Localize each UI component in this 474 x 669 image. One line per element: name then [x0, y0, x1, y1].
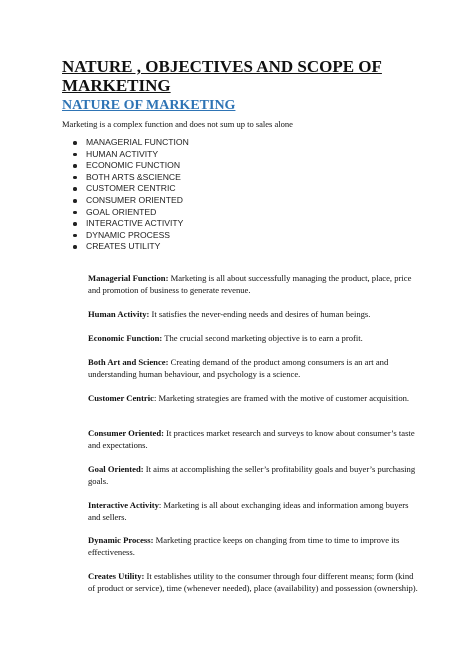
definition-text: It establishes utility to the consumer through four different means; form (kind of product or service), time (whenever needed), place (availability) and possession (ownership).	[88, 571, 418, 593]
list-item-label: DYNAMIC PROCESS	[86, 229, 171, 240]
bullet-list	[62, 137, 189, 253]
definition-paragraph	[88, 463, 418, 487]
bullet-icon	[73, 153, 77, 157]
definition-text: : Marketing strategies are framed with the motive of customer acquisition.	[153, 393, 410, 403]
definition-term: Economic Function:	[88, 333, 163, 343]
list-item	[62, 241, 189, 253]
definition-text: Marketing practice keeps on changing from time to time to improve its effectiveness.	[88, 535, 400, 557]
bullet-icon	[73, 164, 77, 168]
list-item-label: HUMAN ACTIVITY	[86, 148, 159, 159]
section-heading: NATURE OF MARKETING	[62, 98, 236, 113]
definition-paragraph	[88, 308, 418, 320]
list-item	[62, 207, 189, 219]
page-title: NATURE , OBJECTIVES AND SCOPE OF MARKETING	[62, 57, 382, 95]
definition-paragraph	[88, 272, 418, 296]
definition-term: Goal Oriented:	[88, 464, 144, 474]
definition-term: Interactive Activity	[88, 500, 159, 510]
definition-text: Creating demand of the product among consumers is an art and understanding human behaviour, and psychology is a science.	[88, 357, 389, 379]
list-item-label: BOTH ARTS &SCIENCE	[86, 171, 181, 182]
list-item	[62, 183, 189, 195]
bullet-icon	[73, 245, 77, 249]
definition-term: Creates Utility:	[88, 571, 145, 581]
definition-term: Dynamic Process:	[88, 535, 154, 545]
definition-term: Managerial Function:	[88, 273, 169, 283]
list-item-label: MANAGERIAL FUNCTION	[86, 137, 189, 147]
definition-paragraph	[88, 499, 418, 523]
definition-term: Customer Centric	[88, 393, 154, 403]
list-item-label: INTERACTIVE ACTIVITY	[86, 218, 184, 229]
definition-term: Consumer Oriented:	[88, 428, 164, 438]
definition-paragraph	[88, 427, 418, 451]
list-item	[62, 195, 189, 207]
definition-paragraph	[88, 570, 418, 594]
definition-term: Human Activity:	[88, 309, 150, 319]
definition-text: The crucial second marketing objective is to earn a profit.	[162, 333, 363, 343]
definition-term: Both Art and Science:	[88, 357, 169, 367]
list-item	[62, 230, 189, 242]
definition-paragraph	[88, 392, 418, 404]
list-item	[62, 172, 189, 184]
bullet-icon	[73, 211, 77, 215]
bullet-icon	[73, 222, 77, 226]
bullet-icon	[73, 176, 77, 180]
list-item-label: CUSTOMER CENTRIC	[86, 183, 176, 194]
definition-paragraph	[88, 356, 418, 380]
definition-text: It aims at accomplishing the seller’s profitability goals and buyer’s purchasing goals.	[88, 464, 416, 486]
definition-text: : Marketing is all about exchanging ideas and information among buyers and sellers.	[88, 500, 409, 522]
list-item-label: CREATES UTILITY	[86, 241, 161, 252]
bullet-icon	[73, 141, 77, 145]
bullet-icon	[73, 199, 77, 203]
list-item	[62, 137, 189, 149]
intro-text: Marketing is a complex function and does not sum up to sales alone	[62, 119, 293, 129]
list-item-label: CONSUMER ORIENTED	[86, 194, 183, 205]
definition-paragraph	[88, 534, 418, 558]
list-item	[62, 160, 189, 172]
list-item	[62, 218, 189, 230]
list-item-label: ECONOMIC FUNCTION	[86, 160, 181, 171]
definition-paragraph	[88, 332, 418, 344]
list-item-label: GOAL ORIENTED	[86, 206, 157, 217]
bullet-icon	[73, 187, 77, 191]
definition-text: It practices market research and surveys to know about consumer’s taste and expectations.	[88, 428, 415, 450]
list-item	[62, 149, 189, 161]
definition-text: It satisfies the never-ending needs and desires of human beings.	[149, 309, 371, 319]
definition-text: Marketing is all about successfully managing the product, place, price and promotion of business to generate revenue.	[88, 273, 412, 295]
bullet-icon	[73, 234, 77, 238]
